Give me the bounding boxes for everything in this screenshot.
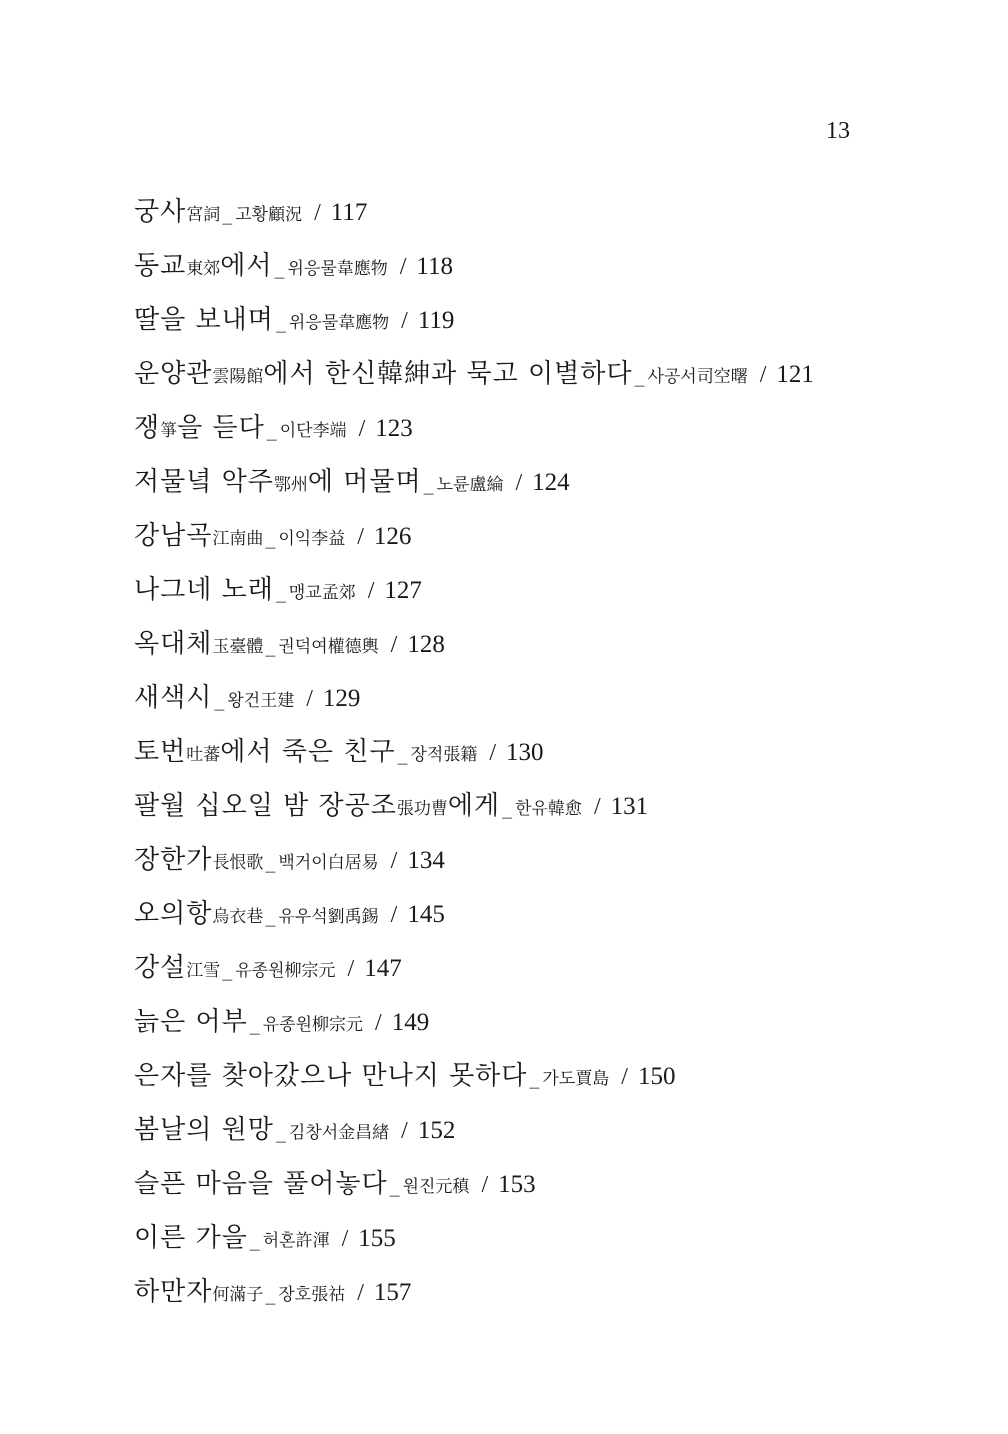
entry-page: 117 bbox=[330, 199, 368, 226]
entry-title-suffix: 에게 bbox=[447, 791, 501, 821]
entry-author: 장적張籍 bbox=[410, 745, 478, 765]
entry-separator: _ bbox=[249, 1011, 260, 1035]
table-of-contents bbox=[134, 192, 934, 1326]
entry-separator: _ bbox=[265, 1281, 276, 1305]
entry-title-hanja: 張功曹 bbox=[396, 799, 448, 819]
entry-page: 130 bbox=[506, 739, 544, 766]
entry-title: 저물녘 악주 bbox=[134, 467, 274, 497]
toc-entry[interactable] bbox=[134, 894, 934, 948]
entry-title-hanja: 烏衣巷 bbox=[212, 907, 264, 927]
entry-slash: / bbox=[399, 254, 407, 280]
entry-separator: _ bbox=[222, 957, 233, 981]
entry-title: 장한가 bbox=[134, 845, 213, 875]
entry-page: 155 bbox=[358, 1225, 396, 1252]
entry-author: 유종원柳宗元 bbox=[235, 961, 336, 981]
entry-slash: / bbox=[759, 362, 767, 388]
entry-page: 126 bbox=[373, 523, 412, 550]
toc-entry[interactable] bbox=[134, 1272, 934, 1326]
entry-title: 딸을 보내며 bbox=[134, 305, 274, 335]
entry-author: 이단李端 bbox=[279, 421, 347, 441]
toc-entry[interactable] bbox=[134, 192, 934, 246]
toc-entry[interactable] bbox=[134, 1218, 934, 1272]
entry-title-hanja: 鄂州 bbox=[273, 475, 308, 495]
toc-entry[interactable] bbox=[134, 1164, 934, 1218]
entry-slash: / bbox=[401, 308, 408, 334]
entry-page: 124 bbox=[532, 469, 570, 496]
entry-slash: / bbox=[515, 470, 523, 496]
entry-author: 허혼許渾 bbox=[262, 1231, 330, 1251]
entry-page: 121 bbox=[776, 361, 814, 388]
entry-separator: _ bbox=[275, 579, 286, 603]
entry-title-hanja: 箏 bbox=[160, 421, 178, 441]
entry-title-hanja: 何滿子 bbox=[212, 1285, 264, 1305]
entry-separator: _ bbox=[275, 309, 286, 333]
entry-slash: / bbox=[593, 794, 601, 820]
entry-author: 노륜盧綸 bbox=[436, 475, 504, 495]
entry-page: 118 bbox=[416, 253, 453, 280]
entry-separator: _ bbox=[222, 201, 233, 225]
entry-page: 150 bbox=[637, 1063, 676, 1090]
toc-entry[interactable] bbox=[134, 354, 934, 408]
entry-slash: / bbox=[481, 1172, 489, 1198]
entry-slash: / bbox=[314, 200, 321, 226]
entry-slash: / bbox=[390, 632, 398, 658]
entry-author: 사공서司空曙 bbox=[647, 367, 748, 387]
entry-title-suffix: 에 머물며 bbox=[307, 467, 422, 497]
entry-slash: / bbox=[358, 416, 366, 442]
entry-author: 유종원柳宗元 bbox=[262, 1015, 364, 1035]
entry-slash: / bbox=[357, 524, 364, 550]
entry-title-hanja: 長恨歌 bbox=[212, 853, 264, 873]
toc-entry[interactable] bbox=[134, 300, 934, 354]
entry-separator: _ bbox=[214, 687, 225, 711]
entry-author: 권덕여權德輿 bbox=[278, 637, 379, 657]
entry-slash: / bbox=[621, 1064, 628, 1090]
entry-author: 한유韓愈 bbox=[515, 799, 582, 819]
entry-separator: _ bbox=[397, 741, 408, 765]
entry-title: 쟁 bbox=[134, 413, 161, 443]
entry-author: 장호張祜 bbox=[278, 1285, 346, 1305]
entry-slash: / bbox=[347, 956, 355, 982]
entry-page: 157 bbox=[373, 1279, 412, 1306]
entry-author: 김창서金昌緖 bbox=[288, 1123, 390, 1143]
entry-title-suffix: 에서 bbox=[220, 251, 273, 281]
entry-slash: / bbox=[367, 578, 375, 604]
entry-author: 원진元稹 bbox=[402, 1177, 470, 1197]
toc-entry[interactable] bbox=[134, 624, 934, 678]
entry-page: 152 bbox=[417, 1117, 456, 1144]
entry-title-hanja: 江南曲 bbox=[212, 529, 264, 549]
entry-title: 슬픈 마음을 풀어놓다 bbox=[134, 1169, 388, 1199]
entry-separator: _ bbox=[249, 1227, 260, 1251]
entry-separator: _ bbox=[423, 471, 434, 495]
entry-author: 위응물韋應物 bbox=[288, 313, 390, 333]
toc-entry[interactable] bbox=[134, 786, 934, 840]
entry-author: 왕건王建 bbox=[227, 691, 295, 711]
entry-title: 팔월 십오일 밤 장공조 bbox=[134, 791, 397, 821]
entry-title: 강설 bbox=[134, 953, 187, 983]
entry-title: 옥대체 bbox=[134, 629, 213, 659]
toc-entry[interactable] bbox=[134, 516, 934, 570]
entry-page: 134 bbox=[407, 847, 445, 874]
entry-title: 강남곡 bbox=[134, 521, 213, 551]
entry-title: 동교 bbox=[134, 251, 187, 281]
toc-entry[interactable] bbox=[134, 570, 934, 624]
toc-entry[interactable] bbox=[134, 732, 934, 786]
entry-title: 늙은 어부 bbox=[134, 1007, 248, 1037]
toc-entry[interactable] bbox=[134, 462, 934, 516]
entry-title: 하만자 bbox=[134, 1277, 213, 1307]
entry-separator: _ bbox=[275, 1119, 286, 1143]
entry-author: 가도賈島 bbox=[542, 1069, 610, 1089]
entry-page: 131 bbox=[610, 793, 649, 820]
entry-title: 은자를 찾아갔으나 만나지 못하다 bbox=[134, 1061, 528, 1091]
entry-separator: _ bbox=[265, 525, 276, 549]
entry-title: 궁사 bbox=[134, 197, 187, 227]
entry-title-hanja: 江雪 bbox=[186, 961, 221, 981]
entry-title-hanja: 雲陽館 bbox=[212, 367, 264, 387]
entry-separator: _ bbox=[266, 417, 277, 441]
entry-page: 127 bbox=[384, 577, 422, 604]
entry-slash: / bbox=[306, 686, 313, 712]
page-number: 13 bbox=[826, 118, 850, 144]
entry-author: 위응물韋應物 bbox=[287, 259, 388, 279]
toc-entry[interactable] bbox=[134, 948, 934, 1002]
entry-page: 145 bbox=[407, 901, 445, 928]
entry-slash: / bbox=[390, 902, 398, 928]
entry-title-hanja: 東郊 bbox=[186, 259, 221, 279]
toc-entry[interactable] bbox=[134, 1056, 934, 1110]
entry-title: 나그네 노래 bbox=[134, 575, 274, 605]
entry-author: 이익李益 bbox=[278, 529, 346, 549]
entry-title-hanja: 吐蕃 bbox=[186, 745, 221, 765]
entry-title: 이른 가을 bbox=[134, 1223, 248, 1253]
entry-title-suffix: 에서 죽은 친구 bbox=[220, 737, 396, 767]
entry-title: 오의항 bbox=[134, 899, 213, 929]
entry-slash: / bbox=[401, 1118, 408, 1144]
entry-separator: _ bbox=[265, 633, 276, 657]
toc-entry[interactable] bbox=[134, 246, 934, 300]
entry-author: 고황顧況 bbox=[235, 205, 303, 225]
entry-separator: _ bbox=[529, 1065, 540, 1089]
toc-entry[interactable] bbox=[134, 1002, 934, 1056]
entry-author: 백거이白居易 bbox=[278, 853, 379, 873]
entry-page: 128 bbox=[407, 631, 445, 658]
entry-page: 149 bbox=[391, 1009, 430, 1036]
entry-separator: _ bbox=[502, 795, 513, 819]
toc-entry[interactable] bbox=[134, 408, 934, 462]
entry-title: 운양관 bbox=[134, 359, 213, 389]
entry-separator: _ bbox=[265, 849, 276, 873]
entry-slash: / bbox=[341, 1226, 349, 1252]
entry-slash: / bbox=[375, 1010, 382, 1036]
entry-page: 123 bbox=[375, 415, 413, 442]
entry-slash: / bbox=[357, 1280, 364, 1306]
entry-title-hanja: 宮詞 bbox=[186, 205, 221, 225]
entry-title-suffix: 에서 한신韓紳과 묵고 이별하다 bbox=[263, 359, 633, 389]
entry-title-hanja: 玉臺體 bbox=[212, 637, 264, 657]
entry-author: 유우석劉禹錫 bbox=[278, 907, 379, 927]
entry-separator: _ bbox=[389, 1173, 400, 1197]
entry-slash: / bbox=[489, 740, 496, 766]
entry-page: 129 bbox=[322, 685, 361, 712]
entry-slash: / bbox=[390, 848, 398, 874]
toc-entry[interactable] bbox=[134, 678, 934, 732]
toc-entry[interactable] bbox=[134, 1110, 934, 1164]
toc-entry[interactable] bbox=[134, 840, 934, 894]
entry-page: 119 bbox=[417, 307, 455, 334]
entry-separator: _ bbox=[634, 363, 645, 387]
entry-separator: _ bbox=[274, 255, 285, 279]
entry-title: 새색시 bbox=[134, 683, 213, 713]
entry-title: 봄날의 원망 bbox=[134, 1115, 274, 1145]
entry-separator: _ bbox=[265, 903, 276, 927]
entry-page: 147 bbox=[364, 955, 402, 982]
entry-title-suffix: 을 듣다 bbox=[177, 413, 265, 443]
entry-author: 맹교孟郊 bbox=[288, 583, 356, 603]
entry-page: 153 bbox=[498, 1171, 536, 1198]
entry-title: 토번 bbox=[134, 737, 187, 767]
